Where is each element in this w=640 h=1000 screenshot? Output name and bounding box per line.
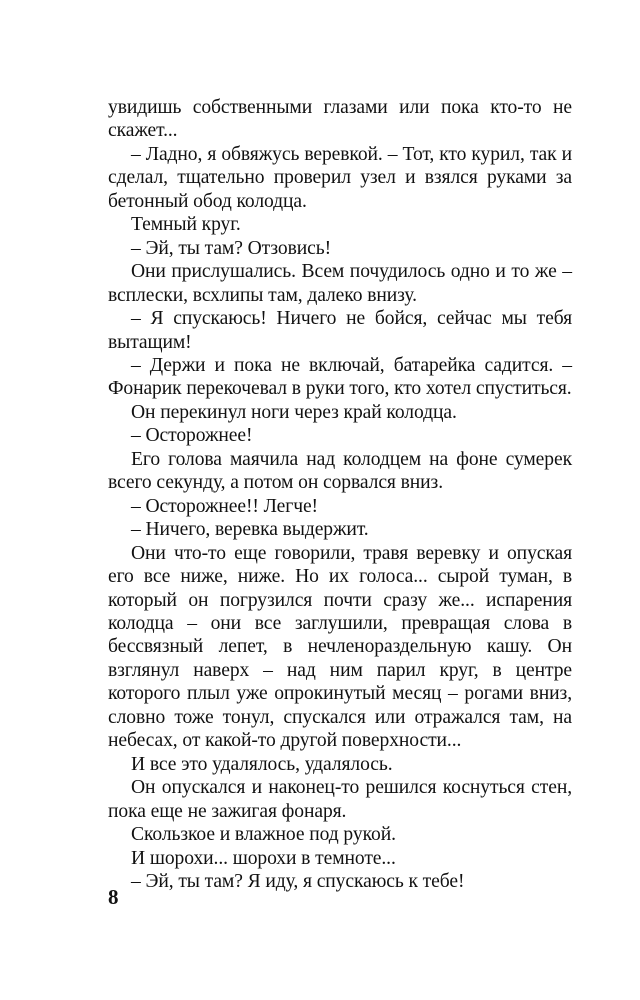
paragraph: Скользкое и влажное под рукой. xyxy=(131,824,396,846)
page-number: 8 xyxy=(108,885,119,909)
paragraph: Они что-то еще говорили, травя веревку и опуская его все ниже, ниже. Но их голоса... сырой туман, в который он погрузился почти сразу же... испарения колодца – они все заглушили, превращая слова в бессвязный лепет, в нечленораздельную кашу. Он взглянул наверх – над ним парил круг, в центре которого плыл уже опрокинутый месяц – рогами вниз, словно тоже тонул, спускался или отражался там, на небесах, от какой-то другой поверхности... xyxy=(108,542,572,752)
paragraph: Он перекинул ноги через край колодца. xyxy=(131,401,457,423)
body-text xyxy=(108,96,572,893)
paragraph: И все это удалялось, удалялось. xyxy=(131,753,393,775)
paragraph: Он опускался и наконец-то решился коснуться стен, пока еще не зажигая фонаря. xyxy=(108,777,572,822)
paragraph: – Эй, ты там? Я иду, я спускаюсь к тебе! xyxy=(131,870,465,892)
paragraph: увидишь собственными глазами или пока кто-то не скажет... xyxy=(108,97,572,142)
paragraph: Его голова маячила над колодцем на фоне сумерек всего секунду, а потом он сорвался вниз. xyxy=(108,448,572,494)
paragraph: – Я спускаюсь! Ничего не бойся, сейчас мы тебя вытащим! xyxy=(108,308,572,353)
paragraph: Они прислушались. Всем почудилось одно и то же – всплески, всхлипы там, далеко внизу. xyxy=(108,261,572,306)
paragraph: Темный круг. xyxy=(131,214,241,236)
paragraph: – Осторожнее!! Легче! xyxy=(131,495,318,517)
paragraph: – Держи и пока не включай, батарейка садится. – Фонарик перекочевал в руки того, кто хотел спуститься. xyxy=(108,354,572,400)
paragraph: – Эй, ты там? Отзовись! xyxy=(131,237,332,259)
paragraph: И шорохи... шорохи в темноте... xyxy=(131,847,396,869)
paragraph: – Ладно, я обвяжусь веревкой. – Тот, кто курил, так и сделал, тщательно проверил узел и взялся руками за бетонный обод колодца. xyxy=(108,143,572,212)
paragraph: – Ничего, веревка выдержит. xyxy=(131,519,369,541)
paragraph: – Осторожнее! xyxy=(131,425,253,447)
